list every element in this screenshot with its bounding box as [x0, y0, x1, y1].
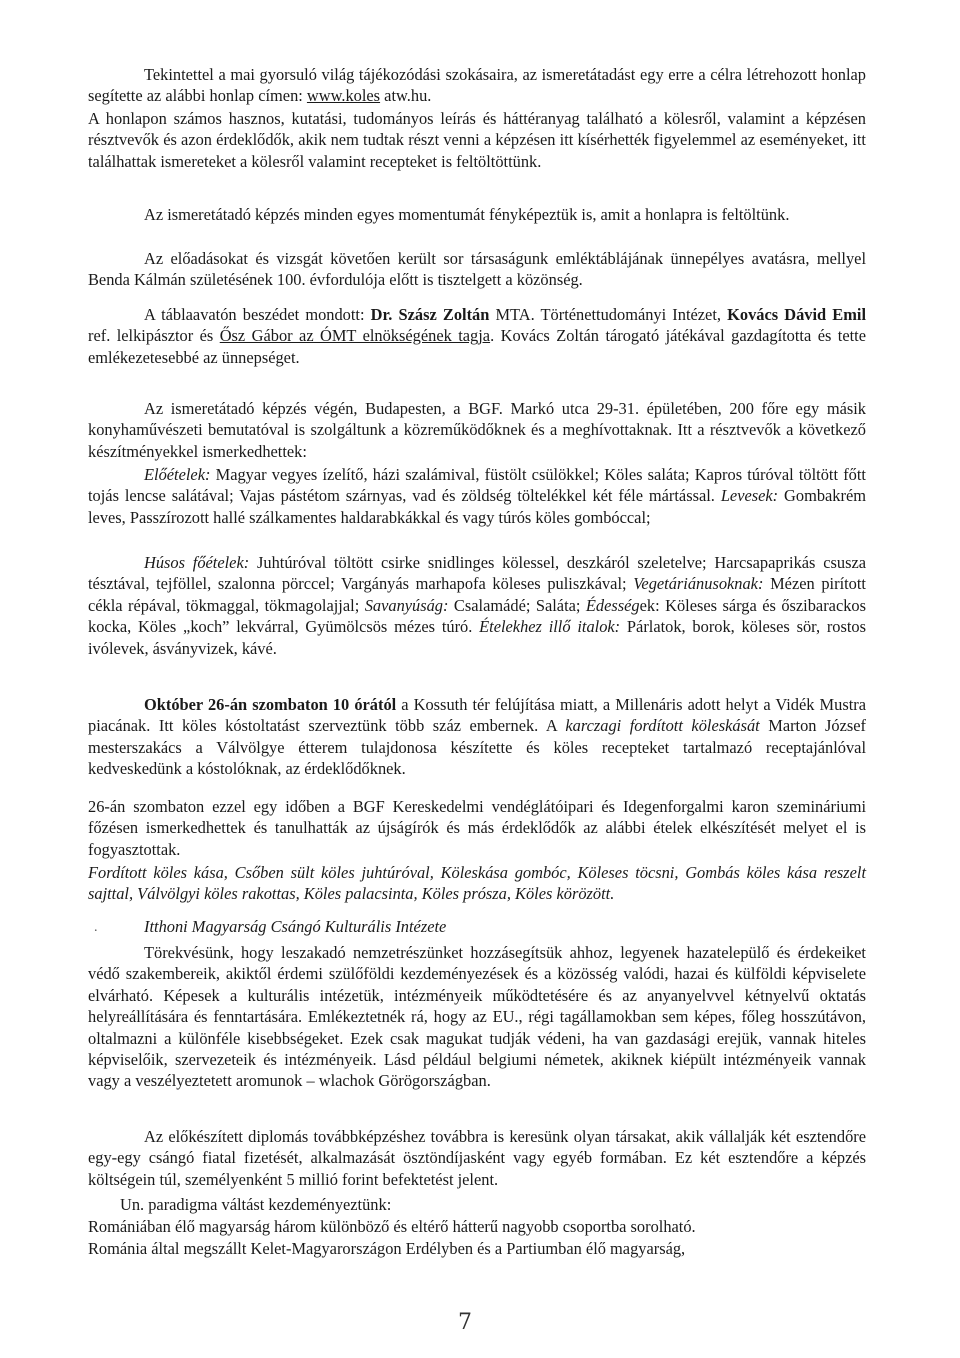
paragraph-dishes: Fordított köles kása, Csőben sült köles juhtúróval, Köleskása gombóc, Köleses töcsni, Gombás köles kása reszelt sajttal, Válvölgyi köles rakottas, Köles palacsinta, Köles prósza, Köles körözött.	[88, 863, 866, 904]
paragraph-scholarship: Az előkészített diplomás továbbképzéshez továbbra is keresünk olyan társakat, akik vállalják két esztendőre egy-egy csángó fiatal fizetését, alkalmazását ösztöndíjasként vagy egyéb formában. Ez két esztendőre a képzés költségein túl, személyenként 5 millió forint befektetést jelent.	[88, 1127, 866, 1189]
paragraph-speakers	[88, 304, 866, 368]
paragraph-menu-starters	[88, 464, 866, 528]
text: Gombakrém leves, Passzírozott hallé szálkamentes haldarabkákkal és vagy túrós köles gombóccal;	[88, 486, 866, 527]
text: Marton József mesterszakács a Válvölgye étterem tulajdonosa készítette és köles recepteket tartalmazó receptajánlóval kedveskedünk a kóstolóknak, az érdeklődőknek.	[88, 716, 866, 779]
paragraph-romania: Romániában élő magyarság három különböző és eltérő hátterű nagyobb csoportba sorolható.	[88, 1217, 696, 1236]
text: Mézen pirított cékla répával, tökmaggal, tökmagolajjal;	[88, 574, 866, 615]
text: Juhtúróval töltött csirke snidlinges kölessel, deszkáról szeletelve; Harcsapaprikás csusza tésztával, tejföllel, szalonna pörccel; Vargányás marhapofa köleses puliszkával;	[88, 553, 866, 594]
paragraph-honlap: A honlapon számos hasznos, kutatási, tudományos leírás és háttéranyag található a kölesről, valamint a képzésen résztvevők és azon érdeklődők, akik nem tudtak részt venni a képzésen itt kísérhették figyelemmel az eseményeket, itt találhattak ismereteket a kölesről valamint recepteket is feltöltöttünk.	[88, 109, 866, 171]
menu-heading: Vegetáriánusoknak:	[633, 574, 764, 594]
menu-heading: Édesség	[585, 595, 640, 615]
paragraph-plaque: Az előadásokat és vizsgát követően került sor társaságunk emléktáblájának ünnepélyes avatásra, mellyel Benda Kálmán születésének 100. évfordulója előtt is tisztelgett a közönség.	[88, 249, 866, 290]
text: a Kossuth tér felújítása miatt, a Millenáris adott helyt a Vidék Mustra piacának. Itt köles kóstoltatást szerveztünk több száz embernek. A	[88, 695, 866, 736]
paragraph-menu-mains	[88, 552, 866, 659]
text: Párlatok, borok, köleses sör, rostos ivólevek, ásványvizek, kávé.	[88, 617, 867, 658]
text: A táblaavatón beszédet mondott:	[144, 305, 371, 324]
menu-heading: Húsos főételek:	[144, 553, 250, 572]
paragraph-photos: Az ismeretátadó képzés minden egyes momentumát fényképeztük is, amit a honlapra is feltöltünk.	[144, 205, 790, 224]
text: ref. lelkipásztor és	[88, 326, 220, 346]
text: Magyar vegyes ízelítő, házi szalámival, füstölt csülökkel; Köles saláta; Kapros túróval töltött főtt tojás lencse salátával; Vajas pástétom szárnyas, vad és zöldség töltelékkel két féle mártással.	[88, 465, 866, 506]
paragraph-mission: Törekvésünk, hogy leszakadó nemzetrészünket hozzásegítsük ahhoz, legyenek hazatelepülő és érdekeiket védő szakembereik, akiktől érdemi szülőföldi kezdeményezések és a közösség valódi, hazai és külföldi képviselete elvárható. Képesek a kulturális intézetük, intézményeik működtetésére és az anyanyelvvel kétnyelvű oktatás helyreállítására és fenntartására. Emlékeztetnék rá, hogy az EU., régi tagállamokban sem képes, főleg hosszútávon, oltalmazni a különféle kisebbségeket. Ezek csak magukat tudják védeni, ha van gazdasági erejük, vannak hiteles képviselőik, szervezeteik és intézményeik. Lásd például belgiumi németek, akiknek kiépült intézményeik vannak vagy a veszélyeztetett aromunok – wlachok Görögországban.	[88, 943, 866, 1091]
paragraph-october	[88, 694, 866, 780]
paragraph-seminar: 26-án szombaton ezzel egy időben a BGF Kereskedelmi vendéglátóipari és Idegenforgalmi karon szemináriumi főzésen ismerkedhettek és tanulhatták az újságírók és más érdeklődők az alábbi ételek elkészítését melyet el is fogyasztottak.	[88, 797, 866, 859]
text: MTA. Történettudományi Intézet,	[489, 305, 728, 324]
paragraph-website	[88, 64, 866, 107]
paragraph-demo: Az ismeretátadó képzés végén, Budapesten, a BGF. Markó utca 29-31. épületében, 200 főre egy másik konyhaművészeti bemutatóval is szolgáltunk a közreműködőknek és a meghívottaknak. Itt a résztvevők a következő készítményekkel ismerkedhettek:	[88, 399, 866, 461]
speaker-name: Dr. Szász Zoltán	[370, 305, 490, 324]
stray-mark: .	[94, 920, 98, 935]
website-link[interactable]: www.koles	[306, 86, 381, 106]
menu-heading: Ételekhez illő italok:	[479, 617, 621, 637]
event-date: Október 26-án szombaton 10 órától	[144, 695, 397, 714]
page-number: 7	[458, 1310, 472, 1335]
speaker-name: Kovács Dávid Emil	[727, 305, 867, 324]
text: atw.hu.	[380, 86, 432, 106]
dish-name: karczagi fordított köleskását	[565, 716, 760, 736]
paragraph-transylvania: Románia által megszállt Kelet-Magyarországon Erdélyben és a Partiumban élő magyarság,	[88, 1239, 686, 1258]
text: . Kovács Zoltán tárogató játékával gazdagította és tette emlékezetesebbé az ünnepséget.	[88, 326, 866, 367]
menu-heading: Levesek:	[720, 486, 779, 506]
text: Csalamádé; Saláta;	[448, 595, 586, 615]
menu-heading: Savanyúság:	[364, 595, 449, 615]
text: Tekintettel a mai gyorsuló világ tájékozódási szokásaira, az ismeretátadást egy erre a célra létrehozott honlap segítette az alábbi honlap címen:	[88, 65, 866, 106]
menu-heading: Előételek:	[144, 465, 211, 484]
institute-heading: Itthoni Magyarság Csángó Kulturális Intézete	[144, 917, 447, 936]
text: ek: Köleses sárga és őszibarackos kocka, Köles „koch” lekvárral, Gyümölcsös mézes túró.	[88, 595, 866, 637]
paragraph-paradigm: Un. paradigma váltást kezdeményeztünk:	[120, 1195, 392, 1214]
underlined-text: Ősz Gábor az ÓMT elnökségének tagja	[219, 326, 491, 346]
